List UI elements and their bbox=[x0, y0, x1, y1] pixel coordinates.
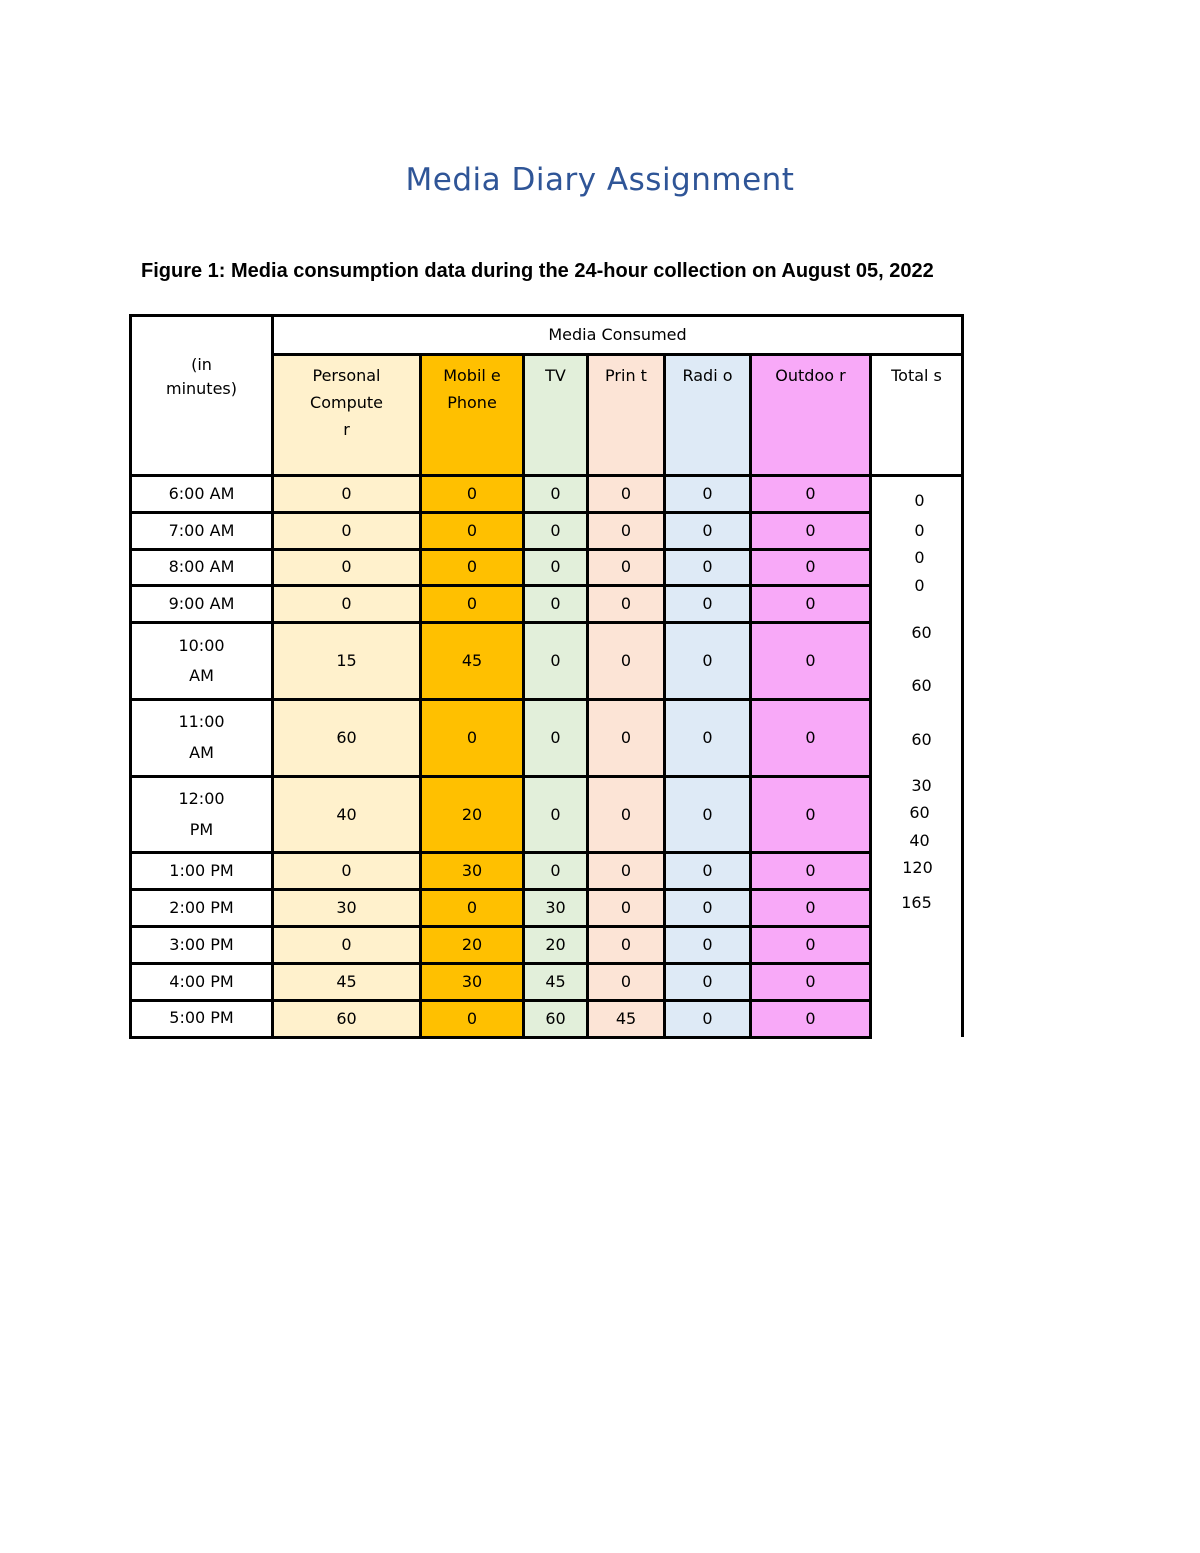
column-header-tv-line: TV bbox=[545, 366, 566, 385]
column-header-tv bbox=[524, 355, 588, 476]
time-label: 2:00 PM bbox=[169, 897, 234, 917]
value-cell-outdoor: 0 bbox=[751, 586, 871, 623]
value-cell-pc: 60 bbox=[273, 699, 421, 776]
value-cell-tv: 30 bbox=[524, 890, 588, 927]
value-cell-outdoor: 0 bbox=[751, 623, 871, 700]
time-label: 8:00 AM bbox=[168, 557, 235, 577]
time-label: AM bbox=[189, 666, 214, 686]
value-cell-tv: 20 bbox=[524, 927, 588, 964]
value-cell-outdoor: 0 bbox=[751, 963, 871, 1000]
table-row bbox=[131, 512, 963, 549]
total-value: 0 bbox=[914, 491, 925, 510]
column-header-mobile bbox=[421, 355, 524, 476]
table-row bbox=[131, 776, 963, 853]
value-cell-tv: 0 bbox=[524, 699, 588, 776]
value-cell-radio: 0 bbox=[665, 776, 751, 853]
time-cell bbox=[131, 890, 273, 927]
value-cell-print: 0 bbox=[588, 927, 665, 964]
value-cell-outdoor: 0 bbox=[751, 549, 871, 586]
time-label: 1:00 PM bbox=[169, 861, 234, 881]
value-cell-outdoor: 0 bbox=[751, 853, 871, 890]
value-cell-mobile: 0 bbox=[421, 890, 524, 927]
time-label: 7:00 AM bbox=[168, 520, 235, 540]
value-cell-pc: 15 bbox=[273, 623, 421, 700]
value-cell-mobile: 0 bbox=[421, 1000, 524, 1037]
total-value: 0 bbox=[914, 521, 925, 540]
unit-header-cell bbox=[131, 316, 273, 476]
time-cell bbox=[131, 853, 273, 890]
value-cell-outdoor: 0 bbox=[751, 512, 871, 549]
total-value: 0 bbox=[914, 548, 925, 567]
column-header-print bbox=[588, 355, 665, 476]
total-value: 165 bbox=[901, 893, 932, 912]
time-label: 11:00 bbox=[178, 712, 225, 732]
total-value: 60 bbox=[911, 730, 932, 749]
value-cell-radio: 0 bbox=[665, 512, 751, 549]
value-cell-pc: 0 bbox=[273, 549, 421, 586]
column-header-outdoor-line: Outdoo r bbox=[775, 366, 846, 385]
value-cell-print: 45 bbox=[588, 1000, 665, 1037]
value-cell-pc: 40 bbox=[273, 776, 421, 853]
column-header-outdoor bbox=[751, 355, 871, 476]
total-value: 30 bbox=[911, 776, 932, 795]
value-cell-print: 0 bbox=[588, 963, 665, 1000]
table-row bbox=[131, 927, 963, 964]
value-cell-pc: 45 bbox=[273, 963, 421, 1000]
value-cell-pc: 0 bbox=[273, 853, 421, 890]
table-row bbox=[131, 549, 963, 586]
value-cell-tv: 0 bbox=[524, 623, 588, 700]
value-cell-mobile: 20 bbox=[421, 776, 524, 853]
media-table-container bbox=[129, 314, 961, 1040]
value-cell-outdoor: 0 bbox=[751, 927, 871, 964]
column-header-mobile-line: Mobil e bbox=[443, 366, 501, 385]
time-label: 12:00 bbox=[178, 789, 225, 809]
total-value: 60 bbox=[911, 623, 932, 642]
time-label: 10:00 bbox=[178, 635, 225, 655]
value-cell-mobile: 20 bbox=[421, 927, 524, 964]
totals-list bbox=[872, 477, 961, 1037]
column-header-mobile-line: Phone bbox=[447, 393, 497, 413]
figure-caption: Figure 1: Media consumption data during the 24-hour collection on August 05, 2022 bbox=[141, 260, 934, 282]
value-cell-mobile: 0 bbox=[421, 586, 524, 623]
value-cell-tv: 0 bbox=[524, 776, 588, 853]
value-cell-radio: 0 bbox=[665, 927, 751, 964]
value-cell-print: 0 bbox=[588, 549, 665, 586]
document-title: Media Diary Assignment bbox=[405, 162, 795, 198]
time-label: 4:00 PM bbox=[169, 971, 234, 991]
time-cell bbox=[131, 549, 273, 586]
value-cell-tv: 45 bbox=[524, 963, 588, 1000]
value-cell-tv: 0 bbox=[524, 476, 588, 513]
value-cell-tv: 0 bbox=[524, 853, 588, 890]
column-header-print-line: Prin t bbox=[605, 366, 647, 385]
value-cell-outdoor: 0 bbox=[751, 776, 871, 853]
value-cell-tv: 0 bbox=[524, 586, 588, 623]
value-cell-radio: 0 bbox=[665, 890, 751, 927]
value-cell-mobile: 45 bbox=[421, 623, 524, 700]
value-cell-pc: 0 bbox=[273, 512, 421, 549]
value-cell-tv: 0 bbox=[524, 549, 588, 586]
time-cell bbox=[131, 776, 273, 853]
column-header-totals: Total s bbox=[871, 355, 963, 476]
time-label: PM bbox=[189, 819, 214, 839]
time-cell bbox=[131, 623, 273, 700]
value-cell-radio: 0 bbox=[665, 476, 751, 513]
value-cell-print: 0 bbox=[588, 476, 665, 513]
value-cell-radio: 0 bbox=[665, 963, 751, 1000]
value-cell-outdoor: 0 bbox=[751, 890, 871, 927]
unit-label-line2: minutes) bbox=[165, 379, 237, 398]
column-header-pc-line: Compute bbox=[310, 393, 383, 413]
value-cell-pc: 0 bbox=[273, 476, 421, 513]
time-label: 9:00 AM bbox=[168, 594, 235, 614]
value-cell-pc: 30 bbox=[273, 890, 421, 927]
total-value: 60 bbox=[909, 803, 930, 822]
value-cell-mobile: 0 bbox=[421, 699, 524, 776]
value-cell-outdoor: 0 bbox=[751, 1000, 871, 1037]
time-cell bbox=[131, 699, 273, 776]
table-row bbox=[131, 476, 963, 513]
value-cell-print: 0 bbox=[588, 853, 665, 890]
column-header-pc bbox=[273, 355, 421, 476]
column-header-pc-line: r bbox=[343, 420, 350, 440]
value-cell-radio: 0 bbox=[665, 1000, 751, 1037]
value-cell-print: 0 bbox=[588, 890, 665, 927]
value-cell-tv: 60 bbox=[524, 1000, 588, 1037]
value-cell-print: 0 bbox=[588, 776, 665, 853]
column-header-pc-line: Personal bbox=[312, 366, 381, 385]
value-cell-mobile: 0 bbox=[421, 476, 524, 513]
value-cell-mobile: 30 bbox=[421, 853, 524, 890]
media-consumption-table bbox=[129, 314, 964, 1039]
total-value: 60 bbox=[911, 676, 932, 695]
value-cell-pc: 60 bbox=[273, 1000, 421, 1037]
value-cell-radio: 0 bbox=[665, 853, 751, 890]
value-cell-print: 0 bbox=[588, 699, 665, 776]
value-cell-outdoor: 0 bbox=[751, 699, 871, 776]
table-row bbox=[131, 890, 963, 927]
time-cell bbox=[131, 586, 273, 623]
time-cell bbox=[131, 927, 273, 964]
column-header-radio bbox=[665, 355, 751, 476]
total-value: 120 bbox=[902, 858, 933, 877]
media-consumed-header: Media Consumed bbox=[273, 316, 963, 355]
value-cell-mobile: 0 bbox=[421, 512, 524, 549]
value-cell-mobile: 30 bbox=[421, 963, 524, 1000]
time-label: 3:00 PM bbox=[169, 934, 234, 954]
value-cell-radio: 0 bbox=[665, 623, 751, 700]
table-row bbox=[131, 853, 963, 890]
column-header-radio-line: Radi o bbox=[682, 366, 733, 385]
time-cell bbox=[131, 1000, 273, 1037]
totals-column bbox=[871, 476, 963, 1038]
time-label: 5:00 PM bbox=[169, 1008, 234, 1028]
value-cell-radio: 0 bbox=[665, 549, 751, 586]
table-row bbox=[131, 699, 963, 776]
value-cell-pc: 0 bbox=[273, 586, 421, 623]
value-cell-radio: 0 bbox=[665, 586, 751, 623]
value-cell-pc: 0 bbox=[273, 927, 421, 964]
table-row bbox=[131, 623, 963, 700]
total-value: 0 bbox=[914, 576, 925, 595]
value-cell-mobile: 0 bbox=[421, 549, 524, 586]
value-cell-print: 0 bbox=[588, 623, 665, 700]
time-cell bbox=[131, 963, 273, 1000]
unit-label-line1: (in bbox=[191, 355, 212, 374]
table-row bbox=[131, 1000, 963, 1037]
value-cell-radio: 0 bbox=[665, 699, 751, 776]
value-cell-print: 0 bbox=[588, 512, 665, 549]
value-cell-tv: 0 bbox=[524, 512, 588, 549]
time-label: AM bbox=[189, 742, 214, 762]
time-label: 6:00 AM bbox=[168, 483, 235, 503]
value-cell-print: 0 bbox=[588, 586, 665, 623]
table-row bbox=[131, 586, 963, 623]
value-cell-outdoor: 0 bbox=[751, 476, 871, 513]
table-row bbox=[131, 963, 963, 1000]
time-cell bbox=[131, 476, 273, 513]
time-cell bbox=[131, 512, 273, 549]
total-value: 40 bbox=[909, 831, 930, 850]
